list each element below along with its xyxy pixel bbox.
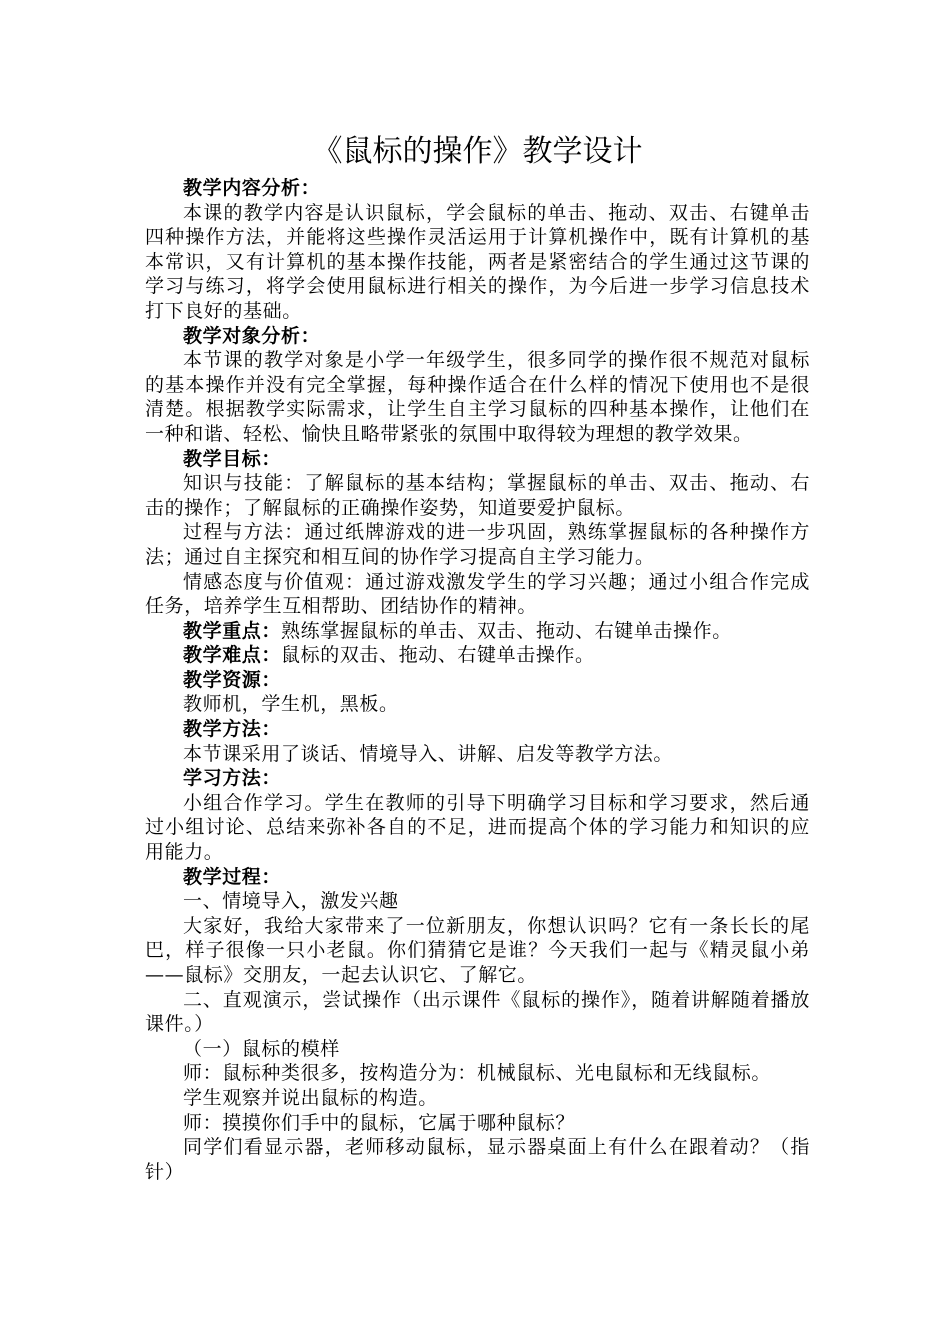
paragraph-content-analysis: 本课的教学内容是认识鼠标，学会鼠标的单击、拖动、双击、右键单击四种操作方法，并能将这些操作灵活运用于计算机操作中，既有计算机的基本常识，又有计算机的基本操作技能，两者是紧密结合的学生通过这节课的学习与练习，将学会使用鼠标进行相关的操作，为今后进一步学习信息技术打下良好的基础。 bbox=[145, 201, 810, 322]
section-heading-learning-methods: 学习方法： bbox=[183, 767, 282, 790]
difficult-point-text: 鼠标的双击、拖动、右键单击操作。 bbox=[281, 644, 595, 667]
paragraph-teaching-methods: 本节课采用了谈话、情境导入、讲解、启发等教学方法。 bbox=[183, 742, 674, 765]
key-point-label: 教学重点： bbox=[183, 619, 282, 642]
paragraph-key-point bbox=[145, 619, 810, 644]
document-title: 《鼠标的操作》教学设计 bbox=[312, 134, 643, 169]
paragraph-process-step-2: 二、直观演示，尝试操作（出示课件《鼠标的操作》，随着讲解随着播放课件。） bbox=[145, 988, 810, 1036]
paragraph-process-step-1: 一、情境导入，激发兴趣 bbox=[183, 890, 399, 913]
paragraph-mouse-appearance: （一）鼠标的模样 bbox=[183, 1037, 340, 1060]
difficult-point-label: 教学难点： bbox=[183, 644, 282, 667]
section-heading-object-analysis: 教学对象分析： bbox=[183, 324, 321, 347]
paragraph-goal-knowledge: 知识与技能：了解鼠标的基本结构；掌握鼠标的单击、双击、拖动、右击的操作；了解鼠标的正确操作姿势，知道要爱护鼠标。 bbox=[145, 472, 810, 519]
paragraph-touch-mouse: 师：摸摸你们手中的鼠标，它属于哪种鼠标？ bbox=[183, 1111, 576, 1134]
paragraph-goal-emotion: 情感态度与价值观：通过游戏激发学生的学习兴趣；通过小组合作完成任务，培养学生互相帮助、团结协作的精神。 bbox=[145, 570, 810, 618]
section-heading-teaching-methods: 教学方法： bbox=[183, 718, 282, 741]
section-heading-teaching-process: 教学过程： bbox=[183, 865, 282, 888]
paragraph-goal-process: 过程与方法：通过纸牌游戏的进一步巩固，熟练掌握鼠标的各种操作方法；通过自主探究和相互间的协作学习提高自主学习能力。 bbox=[145, 521, 810, 568]
paragraph-difficult-point bbox=[145, 643, 810, 668]
paragraph-object-analysis: 本节课的教学对象是小学一年级学生，很多同学的操作很不规范对鼠标的基本操作并没有完全掌握，每种操作适合在什么样的情况下使用也不是很清楚。根据教学实际需求，让学生自主学习鼠标的四种基本操作，让他们在一种和谐、轻松、愉快且略带紧张的氛围中取得较为理想的教学效果。 bbox=[145, 349, 810, 445]
paragraph-watch-pointer: 同学们看显示器，老师移动鼠标，显示器桌面上有什么在跟着动？（指针） bbox=[145, 1136, 810, 1183]
paragraph-mouse-types: 师：鼠标种类很多，按构造分为：机械鼠标、光电鼠标和无线鼠标。 bbox=[183, 1062, 772, 1085]
section-heading-resources: 教学资源： bbox=[183, 668, 282, 691]
paragraph-learning-methods: 小组合作学习。学生在教师的引导下明确学习目标和学习要求，然后通过小组讨论、总结来弥补各自的不足，进而提高个体的学习能力和知识的应用能力。 bbox=[145, 791, 810, 864]
section-heading-content-analysis: 教学内容分析： bbox=[183, 177, 321, 199]
paragraph-process-intro: 大家好，我给大家带来了一位新朋友，你想认识吗？它有一条长长的尾巴，样子很像一只小老鼠。你们猜猜它是谁？今天我们一起与《精灵鼠小弟——鼠标》交朋友，一起去认识它、了解它。 bbox=[145, 914, 810, 986]
section-heading-teaching-goals: 教学目标： bbox=[183, 447, 282, 470]
paragraph-student-observe: 学生观察并说出鼠标的构造。 bbox=[183, 1086, 438, 1109]
paragraph-resources: 教师机，学生机，黑板。 bbox=[183, 693, 399, 716]
key-point-text: 熟练掌握鼠标的单击、双击、拖动、右键单击操作。 bbox=[281, 619, 732, 642]
